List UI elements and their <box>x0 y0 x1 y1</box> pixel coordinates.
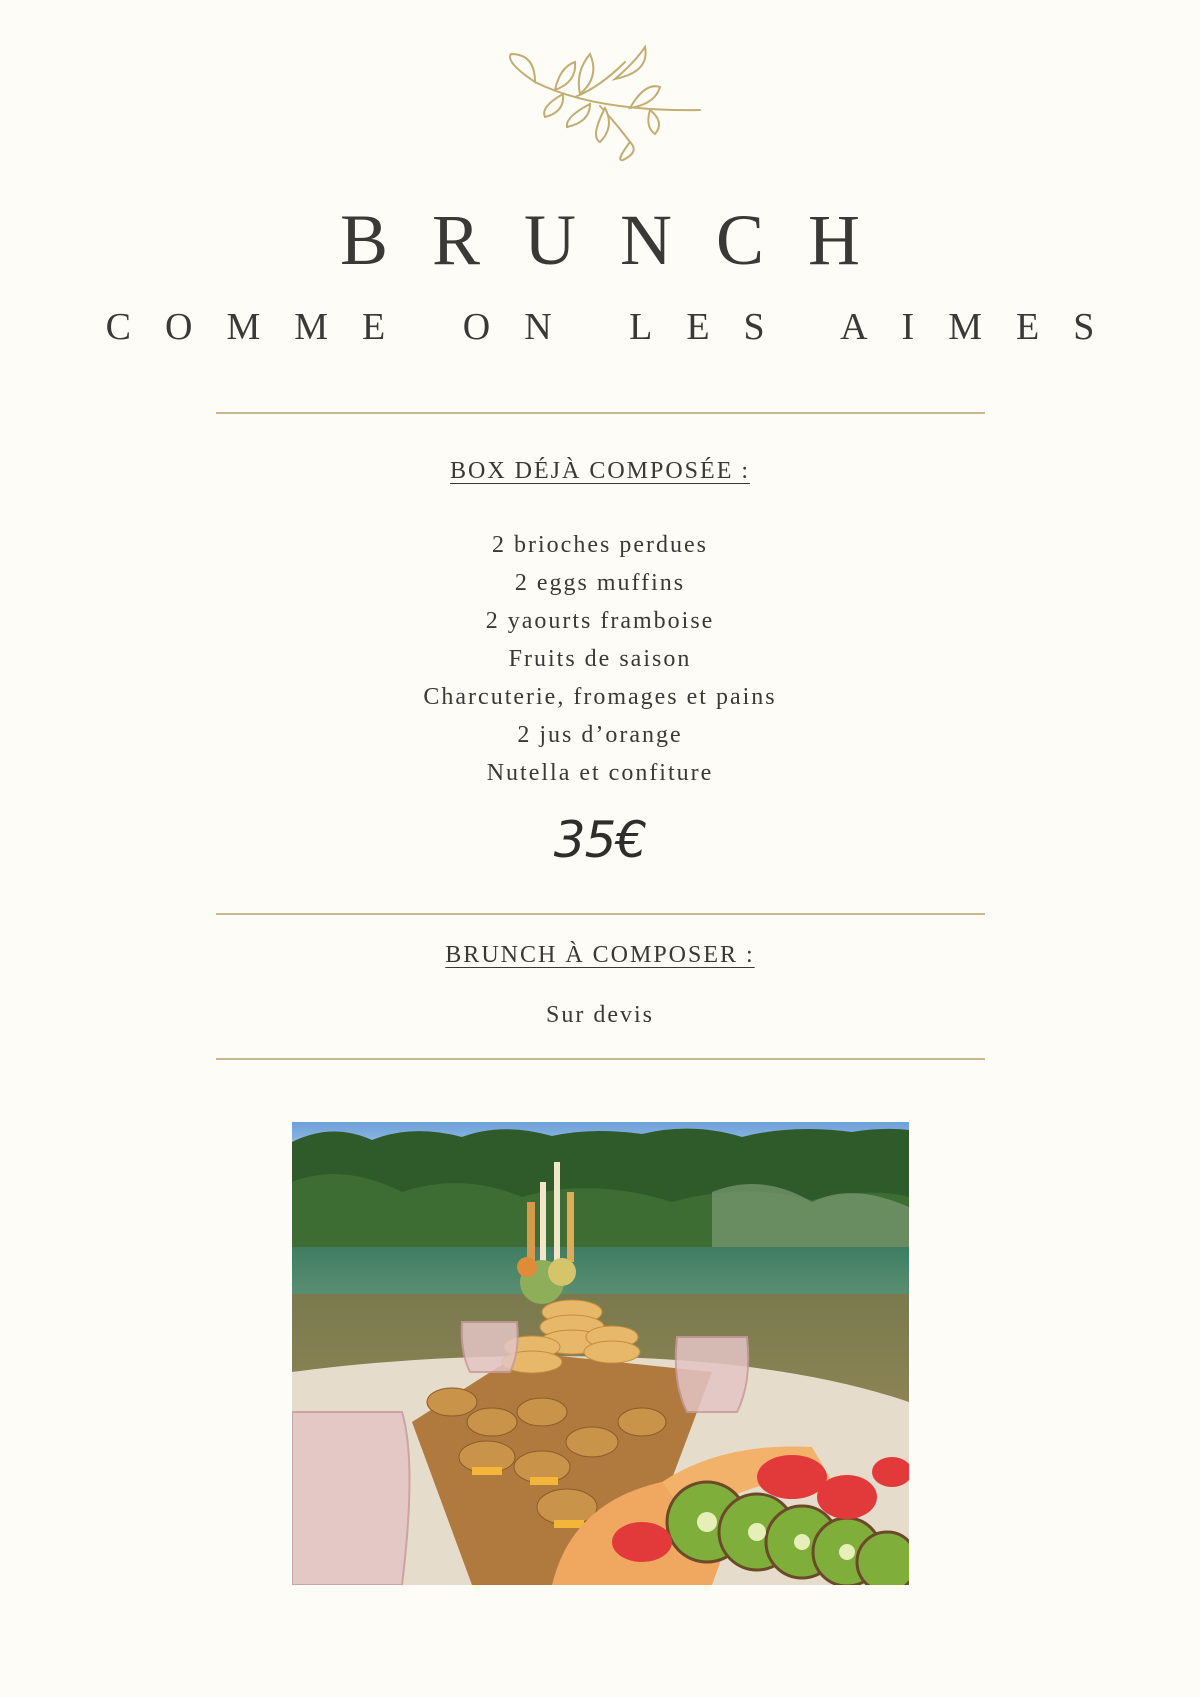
list-item: Nutella et confiture <box>486 760 714 786</box>
leaf-branch-icon <box>505 42 705 162</box>
list-item: 2 eggs muffins <box>514 570 686 596</box>
box-items-list <box>0 526 1200 792</box>
page-subtitle: COMME ON LES AIMES <box>105 306 1129 348</box>
list-item: 2 brioches perdues <box>492 532 708 558</box>
divider <box>216 412 985 414</box>
price-label: 35€ <box>553 811 647 869</box>
quote-text: Sur devis <box>546 1002 654 1028</box>
list-item: Fruits de saison <box>508 646 692 672</box>
divider <box>216 1058 985 1060</box>
page-title: BRUNCH <box>339 200 905 280</box>
list-item: 2 jus d’orange <box>517 722 683 748</box>
compose-section-heading: BRUNCH À COMPOSER : <box>445 942 755 968</box>
list-item: Charcuterie, fromages et pains <box>423 684 777 710</box>
brunch-photo <box>292 1122 909 1585</box>
divider <box>216 913 985 915</box>
list-item: 2 yaourts framboise <box>485 608 715 634</box>
box-section-heading: BOX DÉJÀ COMPOSÉE : <box>449 458 751 484</box>
